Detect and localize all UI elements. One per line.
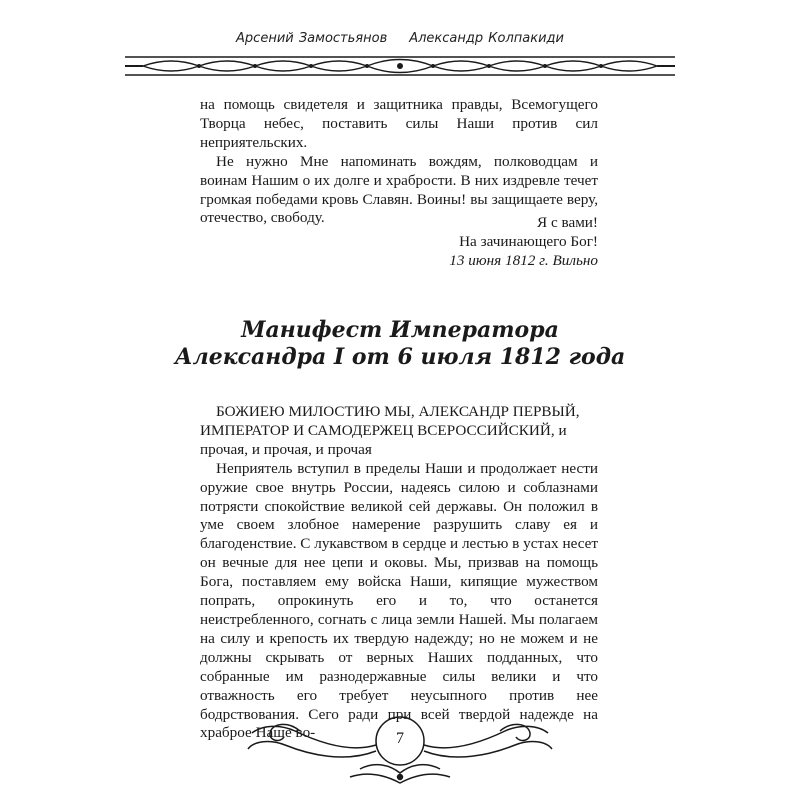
signature-block [200,214,598,271]
manifesto-text [200,403,598,743]
section-title [150,317,650,371]
paragraph: Не нужно Мне напоминать вождям, полководцам и воинам Нашим о их долге и храбрости. В них издревле течет громкая победами кровь Славян. Воины! вы защищаете веру, отечество, свободу. [200,152,598,227]
paragraph: БОЖИЕЮ МИЛОСТИЮ МЫ, АЛЕКСАНДР ПЕРВЫЙ, ИМПЕРАТОР И САМОДЕРЖЕЦ ВСЕРОССИЙСКИЙ, и прочая, и прочая, и прочая [200,403,580,458]
page-number: 7 [396,730,404,747]
paragraph: на помощь свидетеля и защитника правды, Всемогущего Творца небес, поставить силы Наши против сил неприятельских. [200,96,598,151]
signature-line: Я с вами! [537,214,598,231]
preceding-text [200,96,598,228]
running-header [0,31,800,46]
title-line-1: Манифест Императора [241,317,559,343]
paragraph: Неприятель вступил в пределы Наши и продолжает нести оружие свое внутрь России, надеясь силою и соблазнами потрясти спокойствие великой сей державы. Он положил в уме своем злобное намерение разрушить славу ея и благоденствие. С лукавством в сердце и лестью в устах несет он вечные для нее цепи и оковы. Мы, призвав на помощь Бога, поставляем ему войска Наши, кипящие мужеством попрать, опрокинуть его и то, что останется неистребленного, согнать с лица земли Нашей. Мы полагаем на силу и крепость их твердую надежду; но не можем и не должны скрывать от верных Наших подданных, что собранные им разнодержавные силы велики и что отважность его требует неусыпного против нее бодрствования. Сего ради при всей твердой надежде на храброе Наше во- [200,459,598,742]
header-author-1: Арсений Замостьянов [236,31,388,46]
header-author-2: Александр Колпакиди [409,31,564,46]
footer-ornament [240,713,560,788]
header-ornament [125,54,675,78]
date-place-line: 13 июня 1812 г. Вильно [449,251,598,269]
title-line-2: Александра I от 6 июля 1812 года [174,344,626,370]
signature-line: На зачинающего Бог! [459,232,598,250]
